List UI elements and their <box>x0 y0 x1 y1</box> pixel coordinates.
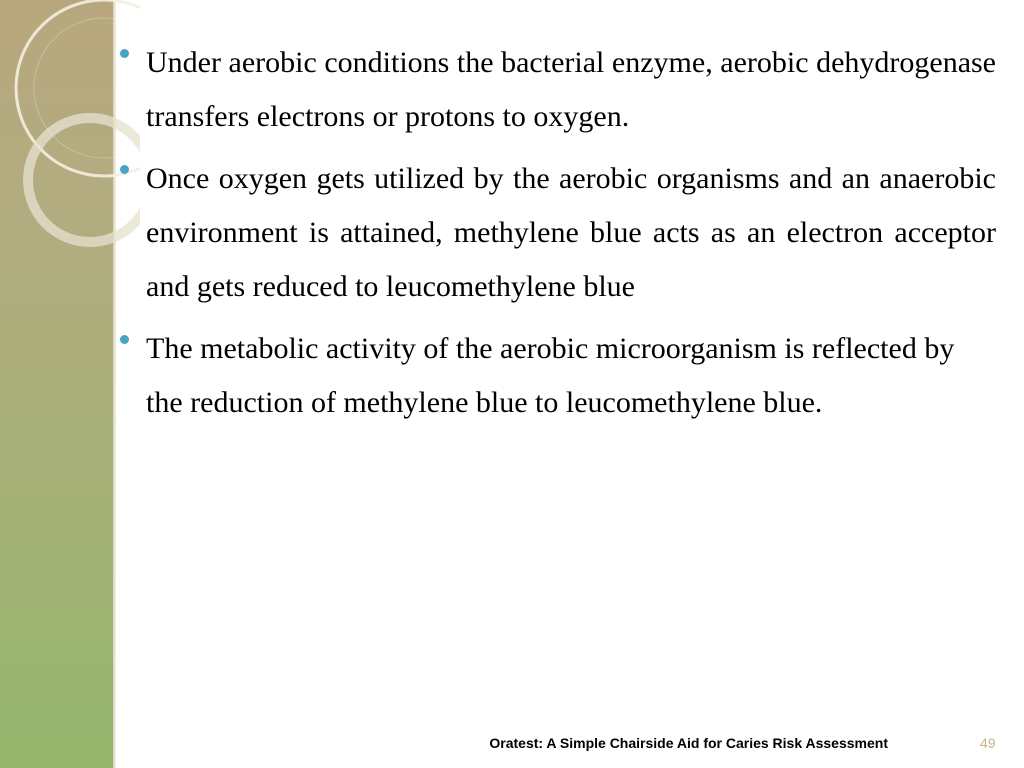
sidebar-panel <box>0 0 113 768</box>
bullet-dot-icon <box>120 49 129 58</box>
slide-content <box>118 36 996 438</box>
bullet-dot-icon <box>120 335 129 344</box>
bullet-dot-icon <box>120 165 129 174</box>
bullet-item <box>118 152 996 314</box>
page-number: 49 <box>980 735 996 751</box>
bullet-text: Once oxygen gets utilized by the aerobic organisms and an anaerobic environment is attained, methylene blue acts as an electron acceptor and gets reduced to leucomethylene blue <box>146 162 996 303</box>
bullet-item <box>118 322 996 430</box>
bullet-text: Under aerobic conditions the bacterial enzyme, aerobic dehydrogenase transfers electrons or protons to oxygen. <box>146 46 996 133</box>
slide-footer <box>0 735 1024 757</box>
sidebar-edge <box>113 0 116 768</box>
footer-title: Oratest: A Simple Chairside Aid for Caries Risk Assessment <box>489 735 888 751</box>
bullet-item <box>118 36 996 144</box>
bullet-text: The metabolic activity of the aerobic microorganism is reflected by the reduction of methylene blue to leucomethylene blue. <box>146 332 955 419</box>
